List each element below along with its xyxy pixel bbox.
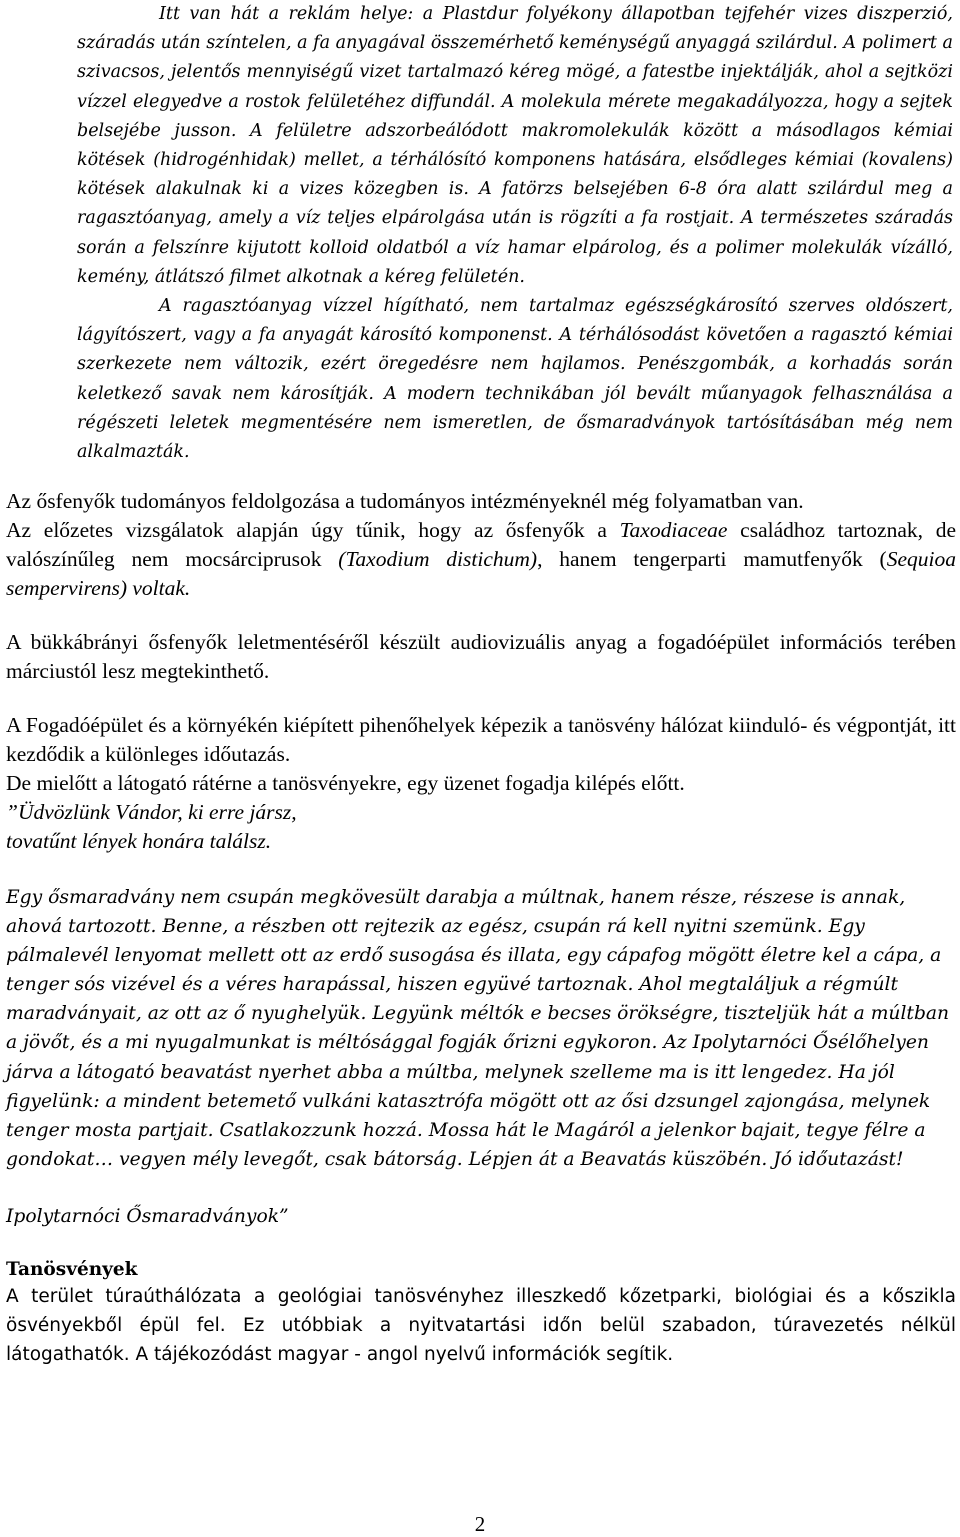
research-line-2c: , hanem tengerparti mamutfenyők ( xyxy=(537,547,887,571)
plastdur-description-paragraph: Itt van hát a reklám helye: a Plastdur folyékony állapotban tejfehér vizes diszperzió, száradás után színtelen, a fa anyagával összemérhető keménységű anyaggá szilárdul. A polimert a szivacsos, jelentős mennyiségű vizet tartalmazó kéreg mögé, a fatestbe injektálják, ahol a sejtközi vízzel elegyedve a rostok felületéhez diffundál. A molekula mérete megakadályozza, hogy a sejtek belsejébe jusson. A felületre adszorbeálódott makromolekulák között a másodlagos kémiai kötések (hidrogénhidak) mellet, a térhálósító komponens hatására, elsődleges kémiai (kovalens) kötések alakulnak ki a vizes közegben is. A fatörzs belsejében 6-8 óra alatt szilárdul meg a ragasztóanyag, amely a víz teljes elpárolgása után is rögzíti a fa rostjait. A természetes száradás során a felszínre kijutott kolloid oldatból a víz hamar elpárolog, és a polimer molekulák vízálló, kemény, átlátszó filmet alkotnak a kéreg felületén. xyxy=(77,4,953,287)
visitor-center-paragraph xyxy=(6,711,956,798)
visitor-center-line-2: De mielőtt a látogató rátérne a tanösvényekre, egy üzenet fogadja kilépés előtt. xyxy=(6,771,685,795)
fossil-research-paragraph xyxy=(6,487,956,603)
section-heading-trails: Tanösvények xyxy=(6,1259,138,1280)
visitor-center-line-1: A Fogadóépület és a környékén kiépített pihenőhelyek képezik a tanösvény hálózat kiinduló- és végpontját, itt kezdődik a különleges időutazás. xyxy=(6,713,956,766)
audiovisual-paragraph: A bükkábrányi ősfenyők leletmentéséről készült audiovizuális anyag a fogadóépület információs terében márciustól lesz megtekinthető. xyxy=(6,630,956,683)
adhesive-properties-paragraph: A ragasztóanyag vízzel hígítható, nem tartalmaz egészségkárosító szerves oldószert, lágyítószert, vagy a fa anyagát károsító komponenst. A térhálósodást követően a ragasztó kémiai szerkezete nem változik, ezért öregedésre nem hajlamos. Penészgombák, a korhadás során keletkező savak nem károsítják. A modern technikában jól bevált műanyagok felhasználása a régészeti leletek megmentésére nem ismeretlen, de ősmaradványok tartósításában még nem alkalmazták. xyxy=(77,296,953,463)
poem-line-2: tovatűnt lények honára találsz. xyxy=(6,829,272,853)
signature: Ipolytarnóci Ősmaradványok” xyxy=(6,1206,289,1227)
research-line-2b: családhoz tartoznak, de valószínűleg nem mocsárciprusok xyxy=(6,518,956,571)
initiation-message-paragraph: Egy ősmaradvány nem csupán megkövesült darabja a múltnak, hanem része, részese is annak, ahová tartozott. Benne, a részben ott rejtezik az egész, csupán rá kell nyitni szemünk. Egy pálmalevél lenyomat mellett ott az erdő susogása és illata, egy cápafog mögött életre kel a cápa, a tenger sós vizével és a véres harapással, hiszen együvé tartoznak. Ahol megtaláljuk a régmúlt maradványait, az ott az ő nyughelyük. Legyünk méltók e becses örökségre, tiszteljük hát a múltban a jövőt, és a mi nyugalmunkat is méltósággal fogják őrizni egykoron. Az Ipolytarnóci Ősélőhelyen járva a látogató beavatást nyerhet abba a múltba, melynek szelleme ma is itt lengedez. Ha jól figyelünk: a mindent betemető vulkáni katasztrófa mögött ott az ősi dzsungel zajongása, melynek tenger mosta partjait. Csatlakozzunk hozzá. Mossa hát le Magáról a jelenkor bajait, tegye félre a gondokat… vegyen mély levegőt, csak bátorság. Lépjen át a Beavatás küszöbén. Jó időutazást! xyxy=(6,887,950,1170)
page-number: 2 xyxy=(474,1512,486,1536)
taxon-taxodium: (Taxodium distichum) xyxy=(338,547,538,571)
poem-line-1: ”Üdvözlünk Vándor, ki erre jársz, xyxy=(6,800,297,824)
research-line-1: Az ősfenyők tudományos feldolgozása a tudományos intézményeknél még folyamatban van. xyxy=(6,489,804,513)
trails-paragraph: A terület túraúthálózata a geológiai tanösvényhez illeszkedő kőzetparki, biológiai és a kőszikla ösvényekből épül fel. Ez utóbbiak a nyitvatartási időn belül szabadon, túravezetés nélkül látogathatók. A tájékozódást magyar - angol nyelvű információk segítik. xyxy=(6,1286,956,1366)
taxon-taxodiaceae: Taxodiaceae xyxy=(619,518,728,542)
taxon-sequoia: Sequioa sempervirens) voltak. xyxy=(6,547,957,600)
welcome-poem xyxy=(6,798,956,856)
research-line-2a: Az előzetes vizsgálatok alapján úgy tűnik, hogy az ősfenyők a xyxy=(6,518,620,542)
